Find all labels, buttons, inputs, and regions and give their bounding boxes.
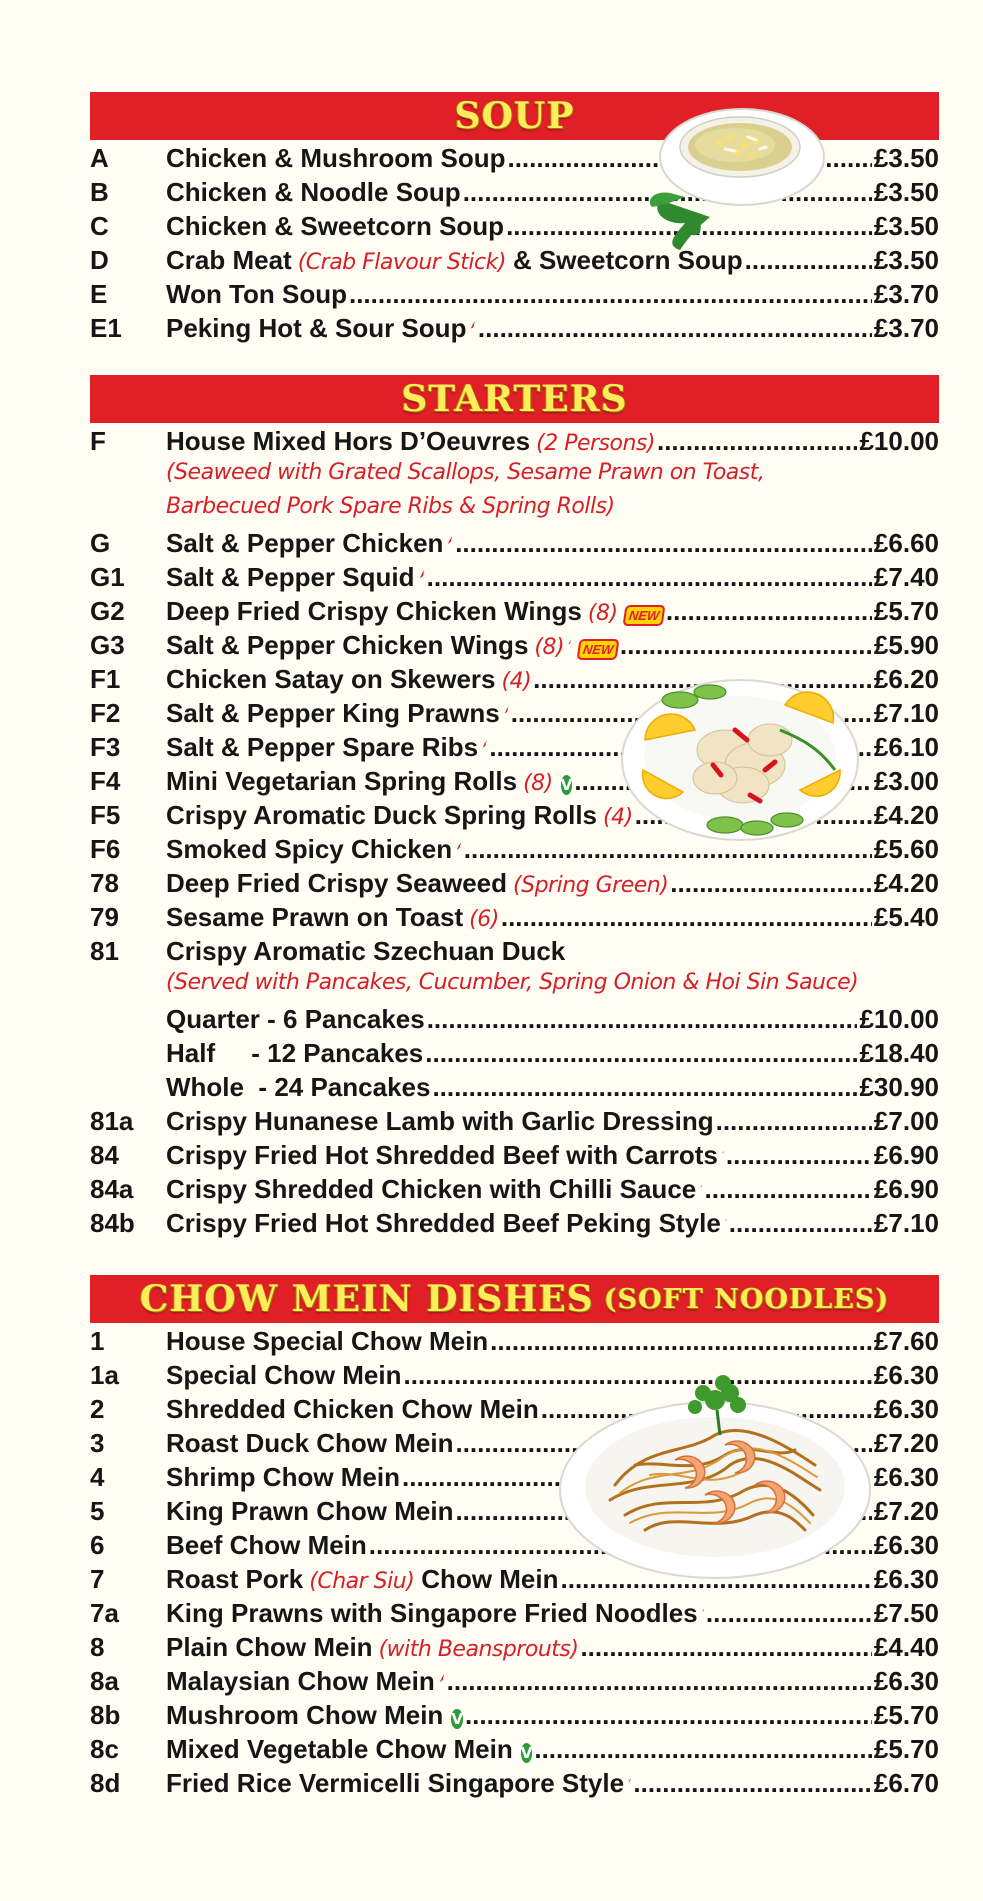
item-code: F bbox=[90, 426, 106, 456]
item-code: 78 bbox=[90, 868, 119, 898]
chilli-icon bbox=[419, 562, 425, 586]
item-code: E bbox=[90, 279, 108, 309]
chilli-icon bbox=[482, 732, 487, 756]
leader-dots bbox=[478, 313, 872, 344]
item-code: 1 bbox=[90, 1326, 105, 1356]
menu-item bbox=[90, 1208, 939, 1242]
leader-dots bbox=[716, 1106, 872, 1137]
item-price: £6.30 bbox=[873, 1666, 939, 1696]
item-note: (Char Siu) bbox=[309, 1569, 415, 1594]
item-price: £6.30 bbox=[873, 1394, 939, 1424]
item-price: £7.20 bbox=[873, 1496, 939, 1526]
leader-dots bbox=[705, 1174, 872, 1205]
leader-dots bbox=[447, 1666, 872, 1697]
portion-row bbox=[90, 1004, 939, 1038]
item-price: £6.70 bbox=[873, 1768, 939, 1798]
leader-dots bbox=[726, 1140, 872, 1171]
item-price: £7.60 bbox=[873, 1326, 939, 1356]
item-code: 8d bbox=[90, 1768, 121, 1798]
item-description: Barbecued Pork Spare Ribs & Spring Rolls) bbox=[166, 494, 615, 519]
chilli-icon bbox=[702, 1598, 704, 1622]
item-name: Salt & Pepper Spare Ribs bbox=[166, 732, 479, 762]
leader-dots bbox=[490, 1326, 872, 1357]
item-name: Chicken & Sweetcorn Soup bbox=[166, 211, 505, 241]
item-name: Chicken Satay on Skewers bbox=[166, 664, 496, 694]
soup-bowl-image bbox=[630, 105, 830, 255]
chilli-icon bbox=[439, 1666, 445, 1690]
item-name: Deep Fried Crispy Chicken Wings bbox=[166, 596, 582, 626]
portion-name: Quarter - 6 Pancakes bbox=[166, 1004, 425, 1034]
starters-header bbox=[90, 375, 939, 423]
item-price: £4.40 bbox=[873, 1632, 939, 1662]
item-name: Sesame Prawn on Toast bbox=[166, 902, 464, 932]
item-name: Roast Pork bbox=[166, 1564, 304, 1594]
item-price: £10.00 bbox=[859, 1004, 939, 1034]
item-price: £7.50 bbox=[873, 1598, 939, 1628]
item-code: G1 bbox=[90, 562, 125, 592]
item-code: F2 bbox=[90, 698, 121, 728]
item-price: £6.90 bbox=[873, 1174, 939, 1204]
item-price: £3.50 bbox=[873, 177, 939, 207]
item-name: Fried Rice Vermicelli Singapore Style bbox=[166, 1768, 625, 1798]
item-code: 8c bbox=[90, 1734, 119, 1764]
item-name: Shrimp Chow Mein bbox=[166, 1462, 400, 1492]
portion-name: Whole - 24 Pancakes bbox=[166, 1072, 431, 1102]
item-name: House Special Chow Mein bbox=[166, 1326, 489, 1356]
item-price: £5.40 bbox=[873, 902, 939, 932]
item-note: (2 Persons) bbox=[536, 431, 655, 456]
item-price: £4.20 bbox=[873, 868, 939, 898]
item-price: £7.10 bbox=[873, 698, 939, 728]
item-price: £6.30 bbox=[873, 1564, 939, 1594]
vegetarian-icon: V bbox=[560, 776, 573, 794]
item-price: £3.50 bbox=[873, 211, 939, 241]
leader-dots bbox=[427, 1004, 858, 1035]
item-code: 8a bbox=[90, 1666, 119, 1696]
item-note: (8) bbox=[523, 771, 553, 796]
item-code: 4 bbox=[90, 1462, 105, 1492]
item-name: Chicken & Noodle Soup bbox=[166, 177, 461, 207]
leader-dots bbox=[465, 1700, 872, 1731]
item-name: Chicken & Mushroom Soup bbox=[166, 143, 506, 173]
menu-item bbox=[90, 1768, 939, 1802]
item-name: Mushroom Chow Mein bbox=[166, 1700, 444, 1730]
chilli-icon bbox=[725, 1208, 727, 1232]
leader-dots bbox=[633, 1768, 872, 1799]
portion-row bbox=[90, 1038, 939, 1072]
item-name: Crispy Shredded Chicken with Chilli Sauce bbox=[166, 1174, 697, 1204]
item-name: Mixed Vegetable Chow Mein bbox=[166, 1734, 513, 1764]
item-price: £4.20 bbox=[873, 800, 939, 830]
item-price: £7.00 bbox=[873, 1106, 939, 1136]
soup-title: SOUP bbox=[454, 95, 575, 137]
item-code: G bbox=[90, 528, 111, 558]
item-code: 84b bbox=[90, 1208, 135, 1238]
menu-item bbox=[90, 279, 939, 313]
chilli-icon bbox=[504, 698, 509, 722]
item-price: £3.50 bbox=[873, 245, 939, 275]
leader-dots bbox=[729, 1208, 872, 1239]
item-name: Crispy Fried Hot Shredded Beef with Carrots bbox=[166, 1140, 718, 1170]
item-code: 8b bbox=[90, 1700, 121, 1730]
leader-dots bbox=[427, 562, 872, 593]
item-name: Crispy Fried Hot Shredded Beef Peking Style bbox=[166, 1208, 721, 1238]
menu-item bbox=[90, 528, 939, 562]
starters-title: STARTERS bbox=[401, 378, 628, 420]
item-code: A bbox=[90, 143, 109, 173]
item-note: (8) bbox=[534, 635, 565, 660]
item-description: (Served with Pancakes, Cucumber, Spring Onion & Hoi Sin Sauce) bbox=[166, 970, 859, 995]
chow-mein-subtitle: (SOFT NOODLES) bbox=[603, 1283, 890, 1315]
item-code: 81 bbox=[90, 936, 119, 966]
item-price: £7.10 bbox=[873, 1208, 939, 1238]
leader-dots bbox=[349, 279, 872, 310]
leader-dots bbox=[657, 426, 858, 457]
item-name: Crispy Aromatic Szechuan Duck bbox=[166, 936, 566, 966]
item-price: £6.20 bbox=[873, 664, 939, 694]
item-price: £6.30 bbox=[873, 1360, 939, 1390]
item-name: Won Ton Soup bbox=[166, 279, 347, 309]
item-price: £30.90 bbox=[859, 1072, 939, 1102]
menu-item bbox=[90, 630, 939, 664]
item-name: Salt & Pepper King Prawns bbox=[166, 698, 500, 728]
item-note: (8) bbox=[587, 601, 618, 626]
leader-dots bbox=[534, 1734, 872, 1765]
leader-dots bbox=[670, 868, 872, 899]
chow-mein-plate-image bbox=[555, 1365, 875, 1585]
item-code: 7 bbox=[90, 1564, 105, 1594]
item-price: £7.20 bbox=[873, 1428, 939, 1458]
item-price: £6.60 bbox=[873, 528, 939, 558]
menu-item bbox=[90, 1174, 939, 1208]
item-name: House Mixed Hors D’Oeuvres bbox=[166, 426, 531, 456]
item-name: Special Chow Mein bbox=[166, 1360, 402, 1390]
item-description: (Seaweed with Grated Scallops, Sesame Prawn on Toast, bbox=[166, 460, 765, 485]
item-note: (with Beansprouts) bbox=[378, 1637, 579, 1662]
new-badge: NEW bbox=[576, 639, 619, 660]
menu-item bbox=[90, 936, 939, 970]
leader-dots bbox=[432, 1072, 857, 1103]
item-code: B bbox=[90, 177, 109, 207]
item-note: (4) bbox=[603, 805, 633, 830]
item-price: £6.30 bbox=[873, 1530, 939, 1560]
menu-item bbox=[90, 1598, 939, 1632]
menu-item bbox=[90, 902, 939, 936]
chilli-icon bbox=[456, 834, 462, 858]
item-note: (4) bbox=[501, 669, 532, 694]
item-price: £6.10 bbox=[873, 732, 939, 762]
item-name: Roast Duck Chow Mein bbox=[166, 1428, 454, 1458]
menu-item bbox=[90, 1140, 939, 1174]
item-price: £3.70 bbox=[873, 279, 939, 309]
chilli-icon bbox=[628, 1768, 631, 1792]
chilli-icon bbox=[722, 1140, 724, 1164]
item-name: Crab Meat bbox=[166, 245, 292, 275]
item-price: £5.70 bbox=[873, 1734, 939, 1764]
item-code: C bbox=[90, 211, 109, 241]
item-code: 5 bbox=[90, 1496, 105, 1526]
item-note: (Crab Flavour Stick) bbox=[297, 250, 506, 275]
menu-item bbox=[90, 562, 939, 596]
leader-dots bbox=[501, 902, 872, 933]
item-code: F3 bbox=[90, 732, 121, 762]
chow-mein-title: CHOW MEIN DISHES bbox=[139, 1278, 594, 1320]
leader-dots bbox=[425, 1038, 857, 1069]
menu-item bbox=[90, 313, 939, 347]
chilli-icon bbox=[447, 528, 453, 552]
item-code: 8 bbox=[90, 1632, 105, 1662]
chilli-icon bbox=[568, 630, 571, 654]
item-code: F6 bbox=[90, 834, 121, 864]
item-name-after: & Sweetcorn Soup bbox=[512, 245, 743, 275]
item-code: G3 bbox=[90, 630, 125, 660]
item-code: 84 bbox=[90, 1140, 119, 1170]
item-price: £5.70 bbox=[873, 1700, 939, 1730]
item-price: £6.90 bbox=[873, 1140, 939, 1170]
leader-dots bbox=[580, 1632, 871, 1663]
item-name: Malaysian Chow Mein bbox=[166, 1666, 435, 1696]
menu-item bbox=[90, 1734, 939, 1768]
item-name: Salt & Pepper Chicken Wings bbox=[166, 630, 529, 660]
item-note: (6) bbox=[469, 907, 499, 932]
leader-dots bbox=[706, 1598, 872, 1629]
item-code: 84a bbox=[90, 1174, 134, 1204]
vegetarian-icon: V bbox=[451, 1710, 463, 1728]
item-name: King Prawn Chow Mein bbox=[166, 1496, 454, 1526]
item-code: F4 bbox=[90, 766, 121, 796]
item-name: Salt & Pepper Chicken bbox=[166, 528, 444, 558]
menu-item bbox=[90, 868, 939, 902]
item-name-after: Chow Mein bbox=[421, 1564, 559, 1594]
item-price: £6.30 bbox=[873, 1462, 939, 1492]
item-code: E1 bbox=[90, 313, 122, 343]
item-price: £5.60 bbox=[873, 834, 939, 864]
item-price: £5.70 bbox=[873, 596, 939, 626]
menu-item bbox=[90, 1700, 939, 1734]
item-code: D bbox=[90, 245, 109, 275]
item-price: £7.40 bbox=[873, 562, 939, 592]
item-code: 6 bbox=[90, 1530, 105, 1560]
menu-item bbox=[90, 426, 939, 460]
item-name: Beef Chow Mein bbox=[166, 1530, 367, 1560]
item-code: F5 bbox=[90, 800, 121, 830]
item-name: Deep Fried Crispy Seaweed bbox=[166, 868, 508, 898]
item-code: 79 bbox=[90, 902, 119, 932]
item-name: Salt & Pepper Squid bbox=[166, 562, 415, 592]
menu-item bbox=[90, 1632, 939, 1666]
item-price: £5.90 bbox=[873, 630, 939, 660]
item-price: £3.00 bbox=[873, 766, 939, 796]
item-name: Crispy Aromatic Duck Spring Rolls bbox=[166, 800, 598, 830]
item-code: 3 bbox=[90, 1428, 105, 1458]
item-price: £3.50 bbox=[873, 143, 939, 173]
item-code: 7a bbox=[90, 1598, 119, 1628]
item-name: Plain Chow Mein bbox=[166, 1632, 373, 1662]
item-note: (Spring Green) bbox=[513, 873, 669, 898]
item-name: Crispy Hunanese Lamb with Garlic Dressing bbox=[166, 1106, 714, 1136]
item-name: Mini Vegetarian Spring Rolls bbox=[166, 766, 518, 796]
item-name: Shredded Chicken Chow Mein bbox=[166, 1394, 539, 1424]
leader-dots bbox=[666, 596, 872, 627]
item-code: G2 bbox=[90, 596, 125, 626]
chilli-icon bbox=[700, 1174, 702, 1198]
new-badge: NEW bbox=[622, 605, 665, 626]
chilli-icon bbox=[470, 313, 475, 337]
item-code: 2 bbox=[90, 1394, 105, 1424]
portion-name: Half - 12 Pancakes bbox=[166, 1038, 424, 1068]
item-price: £18.40 bbox=[859, 1038, 939, 1068]
menu-item bbox=[90, 1326, 939, 1360]
menu-item bbox=[90, 1106, 939, 1140]
item-code: F1 bbox=[90, 664, 121, 694]
menu-item bbox=[90, 1666, 939, 1700]
item-price: £3.70 bbox=[873, 313, 939, 343]
leader-dots bbox=[455, 528, 872, 559]
portion-row bbox=[90, 1072, 939, 1106]
vegetarian-icon: V bbox=[520, 1744, 533, 1762]
salt-pepper-prawns-image bbox=[615, 670, 865, 845]
item-code: 1a bbox=[90, 1360, 119, 1390]
leader-dots bbox=[620, 630, 872, 661]
item-name: King Prawns with Singapore Fried Noodles bbox=[166, 1598, 698, 1628]
item-code: 81a bbox=[90, 1106, 134, 1136]
chow-mein-header bbox=[90, 1275, 939, 1323]
menu-item bbox=[90, 596, 939, 630]
item-name: Peking Hot & Sour Soup bbox=[166, 313, 467, 343]
item-name: Smoked Spicy Chicken bbox=[166, 834, 453, 864]
item-price: £10.00 bbox=[859, 426, 939, 456]
